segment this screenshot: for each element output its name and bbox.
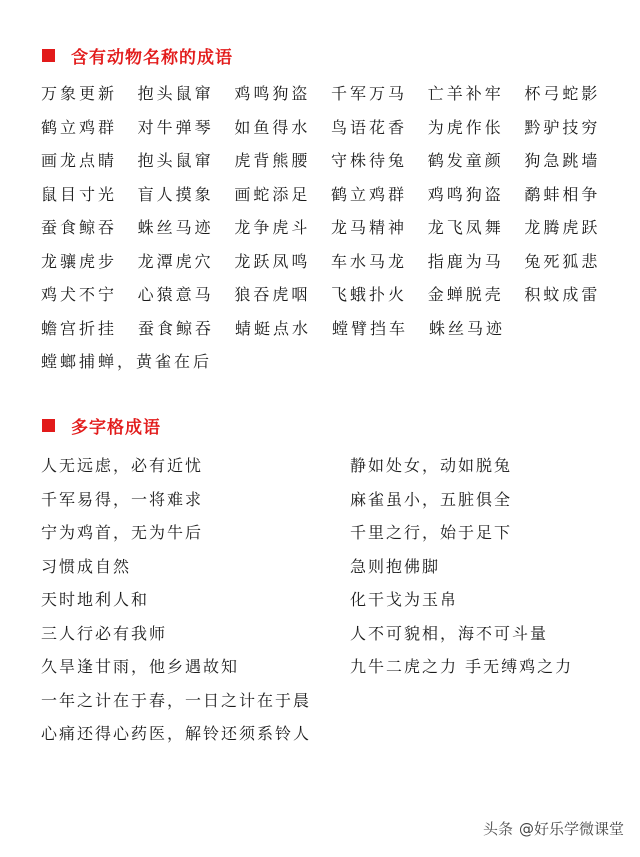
idiom-cell: 鹤立鸡群: [331, 184, 408, 204]
watermark-account: @好乐学微课堂: [518, 820, 624, 838]
idiom-cell: 鹬蚌相争: [524, 184, 601, 204]
idiom-cell: 心猿意马: [137, 285, 214, 305]
idiom-row: [41, 244, 621, 278]
idiom-line: 习惯成自然: [41, 556, 132, 576]
idiom-row: [41, 210, 621, 244]
idiom-cell: 螳螂捕蝉，黄雀在后: [41, 352, 213, 372]
idiom-row: [41, 76, 621, 110]
idiom-line: 一年之计在于春，一日之计在于晨: [41, 690, 312, 710]
idiom-line: 人无远虑，必有近忧: [41, 456, 204, 476]
idiom-column-left: [41, 448, 311, 750]
idiom-cell: 蜻蜓点水: [235, 318, 312, 338]
idiom-cell: 如鱼得水: [234, 117, 311, 137]
idiom-cell: 鸡鸣狗盗: [234, 84, 311, 104]
idiom-row: [41, 311, 621, 345]
idiom-cell: 龙争虎斗: [234, 218, 311, 238]
idiom-line: 急则抱佛脚: [350, 556, 441, 576]
idiom-cell: 兔死狐悲: [524, 251, 601, 271]
idiom-cell: 龙马精神: [331, 218, 408, 238]
idiom-cell: 抱头鼠窜: [137, 151, 214, 171]
idiom-cell: 鼠目寸光: [41, 184, 118, 204]
idiom-cell: 画龙点睛: [41, 151, 118, 171]
idiom-line: 久旱逢甘雨，他乡遇故知: [41, 657, 240, 677]
idiom-cell: 龙腾虎跃: [524, 218, 601, 238]
idiom-row: [41, 110, 621, 144]
idiom-cell: 龙飞凤舞: [427, 218, 504, 238]
idiom-line: 九牛二虎之力 手无缚鸡之力: [350, 657, 574, 677]
idiom-cell: 积蚊成雷: [524, 285, 601, 305]
idiom-cell: 万象更新: [41, 84, 118, 104]
idiom-cell: 蛛丝马迹: [429, 318, 506, 338]
idiom-cell: 杯弓蛇影: [524, 84, 601, 104]
idiom-row: [41, 277, 621, 311]
idiom-cell: 对牛弹琴: [137, 117, 214, 137]
idiom-line: 麻雀虽小，五脏俱全: [350, 489, 513, 509]
idiom-cell: 螳臂挡车: [332, 318, 409, 338]
idiom-cell: 金蝉脱壳: [427, 285, 504, 305]
idiom-cell: 指鹿为马: [427, 251, 504, 271]
idiom-cell: 画蛇添足: [234, 184, 311, 204]
idiom-cell: 车水马龙: [331, 251, 408, 271]
section-title-text: 含有动物名称的成语: [71, 47, 233, 68]
idiom-cell: 守株待兔: [331, 151, 408, 171]
idiom-cell: 狼吞虎咽: [234, 285, 311, 305]
idiom-cell: 抱头鼠窜: [137, 84, 214, 104]
idiom-cell: 鸟语花香: [331, 117, 408, 137]
idiom-cell: 蚕食鲸吞: [138, 318, 215, 338]
idiom-cell: 黔驴技穷: [524, 117, 601, 137]
section-title-multi-char-idioms: [42, 414, 161, 436]
idiom-cell: 虎背熊腰: [234, 151, 311, 171]
red-square-bullet-icon: [42, 49, 55, 62]
idiom-row: [41, 177, 621, 211]
idiom-cell: 龙潭虎穴: [137, 251, 214, 271]
idiom-column-right: [350, 448, 573, 683]
idiom-line: 静如处女，动如脱兔: [350, 456, 513, 476]
idiom-row: [41, 143, 621, 177]
idiom-line: 宁为鸡首，无为牛后: [41, 523, 204, 543]
idiom-line: 三人行必有我师: [41, 623, 168, 643]
idiom-cell: 鸡犬不宁: [41, 285, 118, 305]
idiom-cell: 蟾宫折挂: [41, 318, 118, 338]
idiom-cell: 龙跃凤鸣: [234, 251, 311, 271]
idiom-row: [41, 344, 621, 378]
idiom-cell: 鹤发童颜: [427, 151, 504, 171]
idiom-cell: 龙骧虎步: [41, 251, 118, 271]
idiom-line: 人不可貌相，海不可斗量: [350, 623, 549, 643]
idiom-line: 千里之行，始于足下: [350, 523, 513, 543]
red-square-bullet-icon: [42, 419, 55, 432]
idiom-line: 化干戈为玉帛: [350, 590, 459, 610]
idiom-cell: 狗急跳墙: [524, 151, 601, 171]
idiom-cell: 亡羊补牢: [427, 84, 504, 104]
animal-idiom-grid: [41, 76, 621, 378]
idiom-cell: 鸡鸣狗盗: [427, 184, 504, 204]
idiom-line: 天时地利人和: [41, 590, 150, 610]
idiom-cell: 蛛丝马迹: [137, 218, 214, 238]
idiom-line: 心痛还得心药医，解铃还须系铃人: [41, 724, 312, 744]
section-title-animal-idioms: [42, 44, 233, 66]
idiom-cell: 盲人摸象: [137, 184, 214, 204]
section-title-text: 多字格成语: [71, 417, 161, 438]
idiom-cell: 鹤立鸡群: [41, 117, 118, 137]
watermark-platform: 头条: [482, 820, 513, 838]
idiom-cell: 蚕食鲸吞: [41, 218, 118, 238]
idiom-cell: 千军万马: [331, 84, 408, 104]
watermark: [483, 818, 624, 839]
idiom-line: 千军易得，一将难求: [41, 489, 204, 509]
idiom-cell: 为虎作伥: [427, 117, 504, 137]
idiom-cell: 飞蛾扑火: [331, 285, 408, 305]
